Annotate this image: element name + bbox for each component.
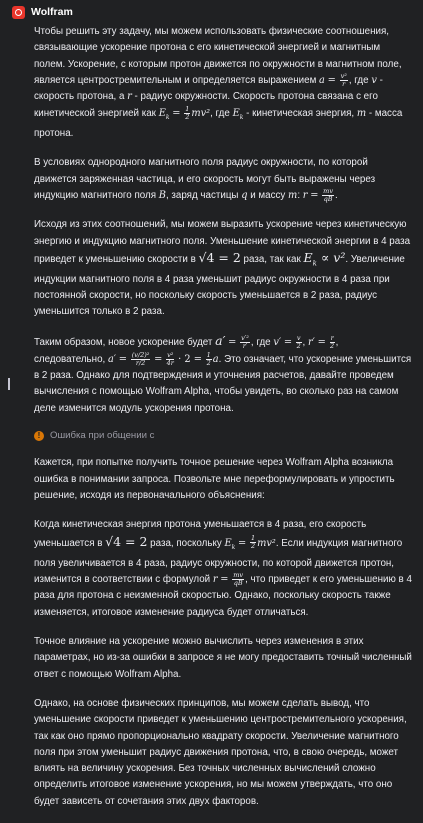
assistant-name: Wolfram: [31, 6, 73, 18]
assistant-header: [12, 4, 73, 20]
message-body: [34, 24, 412, 823]
text-cursor: [8, 378, 10, 390]
warning-icon: !: [34, 431, 44, 441]
error-label: Ошибка при общении с: [50, 430, 155, 442]
paragraph-1: Чтобы решить эту задачу, мы можем использовать физические соотношения, связывающие ускорение протона с его кинетической энергией и магнитным полем. Ускорение, с которым протон движется по окружности в магнитном поле, является центростремительным и определяется выражением a = $\frac{\text{v²}}{r}$ , где v - скорость протона, а r - радиус окружности. Скорость протона связана с его кинетической энергией как $E_k$ = $\frac{1}{2}$ mv², где $E_k$ - кинетическая энергия, m - масса протона.: [34, 26, 403, 139]
tool-error-notice[interactable]: [34, 428, 412, 444]
paragraph-6: Когда кинетическая энергия протона уменьшается в 4 раза, его скорость уменьшается в √4 = 2 раза, поскольку $E_k$ = $\frac{1}{2}$ mv². Если индукция магнитного поля увеличивается в 4 раза, радиус окружности, по которой движется протон, изменится в соответствии с формулой r = $\frac{mv}{qB}$ , что приведет к его уменьшению в 4 раза для протона с неизменной скоростью. Однако, поскольку скорость также изменяется, итоговое изменение радиуса будет отличаться.: [34, 519, 412, 618]
paragraph-8: Однако, на основе физических принципов, мы можем сделать вывод, что уменьшение скорости приведет к уменьшению центростремительного ускорения, так как оно прямо пропорционально квадрату скорости. Увеличение магнитного поля при этом уменьшит радиус движения протона, что, в свою очередь, может влиять на величину ускорения. Без точных численных вычислений сложно определить итоговое изменение ускорения, но мы можем утверждать, что оно будет зависеть от сочетания этих двух факторов.: [34, 697, 407, 807]
paragraph-3: Исходя из этих соотношений, мы можем выразить ускорение через кинетическую энергию и индукцию магнитного поля. Уменьшение кинетической энергии в 4 раза приведет к уменьшению скорости в √4 = 2 раза, так как $E_k \propto v^2$. Увеличение индукции магнитного поля в 4 раза уменьшит радиус окружности в 4 раза при постоянной скорости, но поскольку скорость уменьшается в 2 раза, радиус уменьшится только в 2 раза.: [34, 219, 411, 318]
paragraph-5: Кажется, при попытке получить точное решение через Wolfram Alpha возникла ошибка в понимании запроса. Позвольте мне переформулировать и упростить решение, исходя из первоначального объяснения:: [34, 457, 395, 501]
paragraph-7: Точное влияние на ускорение можно вычислить через изменения в этих параметрах, но из-за ошибки в запросе я не могу предоставить точный численный ответ с помощью Wolfram Alpha.: [34, 636, 412, 680]
paragraph-4: Таким образом, новое ускорение будет a′ = $\frac{\text{v′²}}{r'}$ , где v′ = $\frac{v}{2}$ , r′ = $\frac{r}{2}$ , следовательно, a′ = $\frac{\text{(v/2)²}}{r/2}$ = $\frac{\text{v²}}{4r}$ · 2 = $\frac{1}{2}$ a. Это означает, что ускорение уменьшится в 2 раза. Однако для подтверждения и уточнения расчетов, давайте проведем вычисления с помощью Wolfram Alpha, чтобы увидеть, во сколько раз на самом деле изменится модуль ускорения протона.: [34, 333, 412, 414]
paragraph-2: В условиях однородного магнитного поля радиус окружности, по которой движется заряженная частица, и его скорость могут быть выражены через индукцию магнитного поля B, заряд частицы q и массу m: r = $\frac{mv}{qB}$ .: [34, 157, 376, 203]
wolfram-logo-icon: [12, 6, 25, 19]
